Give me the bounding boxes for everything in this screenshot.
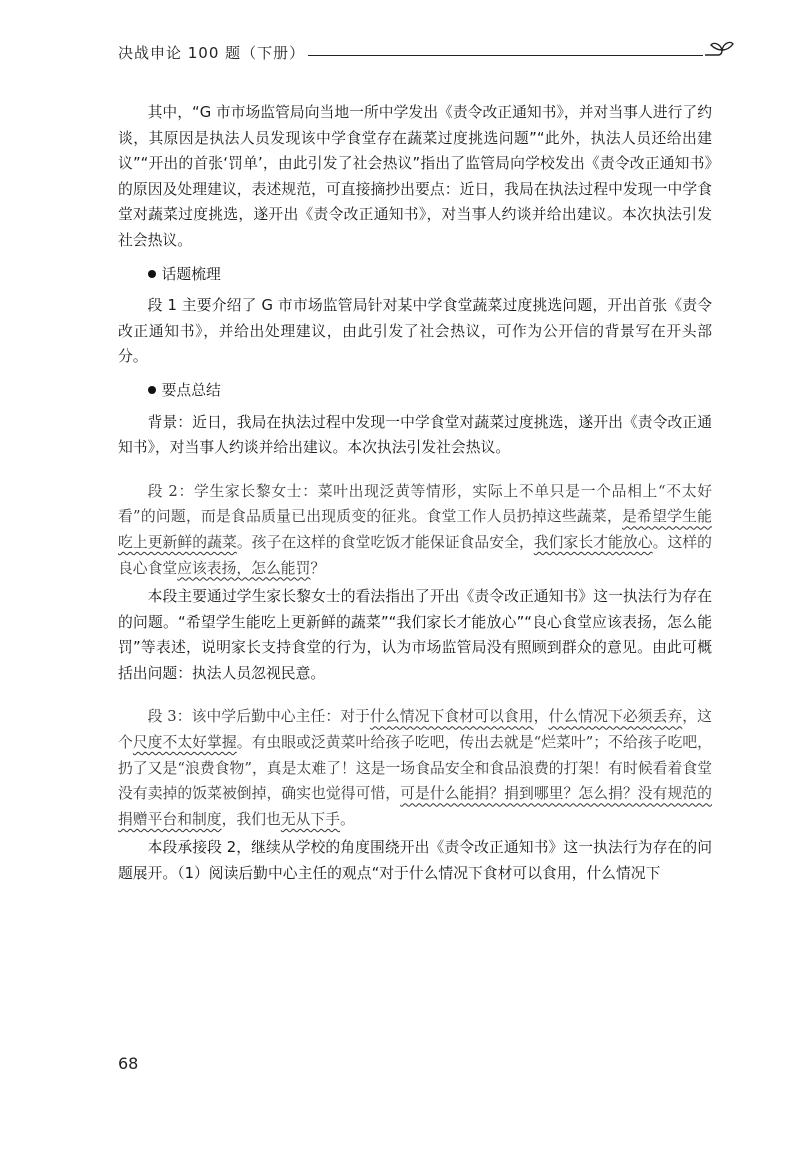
page-number: 68 bbox=[118, 1054, 139, 1073]
wavy-underlined-text: 什么情况下食材可以食用 bbox=[370, 708, 534, 726]
section-heading-summary bbox=[118, 378, 712, 404]
quote-text: ， bbox=[533, 708, 549, 726]
summary-paragraph: 背景：近日，我局在执法过程中发现一中学食堂对蔬菜过度挑选，遂开出《责令改正通知书》，对当事人约谈并给出建议。本次执法引发社会热议。 bbox=[118, 413, 712, 457]
quote-text: 。这样的良心食堂 bbox=[118, 533, 712, 577]
quote-text: ，这个 bbox=[118, 708, 712, 752]
section-heading-label: 话题梳理 bbox=[161, 265, 221, 283]
page-body bbox=[118, 100, 712, 887]
quote-text: 。 bbox=[340, 810, 355, 828]
bullet-dot-icon bbox=[148, 270, 156, 278]
quote-text: 。孩子在这样的食堂吃饭才能保证食品安全， bbox=[236, 533, 534, 551]
wavy-underlined-text: 是希望学生能吃上更新鲜的蔬菜 bbox=[118, 508, 712, 551]
wavy-underlined-text: 尺度不太好掌握 bbox=[132, 734, 237, 752]
wavy-underlined-text: 我们家长才能放心 bbox=[533, 533, 653, 551]
analysis-paragraph-3: 本段主要通过学生家长黎女士的看法指出了开出《责令改正通知书》这一执法行为存在的问题。“希望学生能吃上更新鲜的蔬菜”“我们家长才能放心”“良心食堂应该表扬，怎么能罚”等表述，说明家长支持食堂的行为，认为市场监管局没有照顾到群众的意见。由此可概括出问题：执法人员忽视民意。 bbox=[118, 588, 712, 682]
quote-text: 。有虫眼或泛黄菜叶给孩子吃吧，传出去就是“烂菜叶”；不给孩子吃吧，扔了又是“浪费食物”，真是太难了！这是一场食品安全和食品浪费的打架！有时候看着食堂没有卖掉的饭菜被倒掉，确实也觉得可惜， bbox=[118, 734, 712, 803]
running-header bbox=[118, 36, 730, 76]
quote-text: 段 3：该中学后勤中心主任：对于 bbox=[147, 708, 371, 726]
analysis-paragraph-4: 本段承接段 2，继续从学校的角度围绕开出《责令改正通知书》这一执法行为存在的问题展开。（1）阅读后勤中心主任的观点“对于什么情况下食材可以食用，什么情况下 bbox=[118, 839, 712, 883]
header-rule bbox=[308, 55, 703, 56]
source-quote-paragraph-3 bbox=[118, 704, 712, 832]
wavy-underlined-text: 可是什么能捐？捐到哪里？怎么捐？没有规范的捐赠平台和制度 bbox=[118, 785, 712, 828]
book-title: 决战申论 100 题（下册） bbox=[118, 44, 306, 62]
analysis-paragraph-2: 段 1 主要介绍了 G 市市场监管局针对某中学食堂蔬菜过度挑选问题，开出首张《责令改正通知书》，并给出处理建议，由此引发了社会热议，可作为公开信的背景写在开头部分。 bbox=[118, 297, 712, 366]
analysis-paragraph-1: 其中，“G 市市场监管局向当地一所中学发出《责令改正通知书》，并对当事人进行了约谈，其原因是执法人员发现该中学食堂存在蔬菜过度挑选问题”“此外，执法人员还给出建议”“开出的首张‘罚单’，由此引发了社会热议”指出了监管局向学校发出《责令改正通知书》的原因及处理建议，表述规范，可直接摘抄出要点：近日，我局在执法过程中发现一中学食堂对蔬菜过度挑选，遂开出《责令改正通知书》，对当事人约谈并给出建议。本次执法引发社会热议。 bbox=[118, 104, 712, 249]
source-quote-paragraph-2 bbox=[118, 479, 712, 581]
wavy-underlined-text: 应该表扬，怎么能罚 bbox=[177, 559, 311, 577]
bullet-dot-icon bbox=[148, 386, 156, 394]
quote-text: 段 2：学生家长黎女士：菜叶出现泛黄等情形，实际上不单只是一个品相上“不太好看”的问题，而是食品质量已出现质变的征兆。食堂工作人员扔掉这些蔬菜， bbox=[118, 482, 712, 526]
section-heading-topic bbox=[118, 262, 712, 288]
quote-text: ？ bbox=[310, 559, 326, 577]
section-heading-label: 要点总结 bbox=[161, 381, 221, 399]
sprout-icon bbox=[701, 36, 735, 70]
wavy-underlined-text: 无从下手 bbox=[280, 810, 340, 828]
quote-text: ，我们也 bbox=[221, 810, 281, 828]
wavy-underlined-text: 什么情况下必须丢弃 bbox=[548, 708, 683, 726]
